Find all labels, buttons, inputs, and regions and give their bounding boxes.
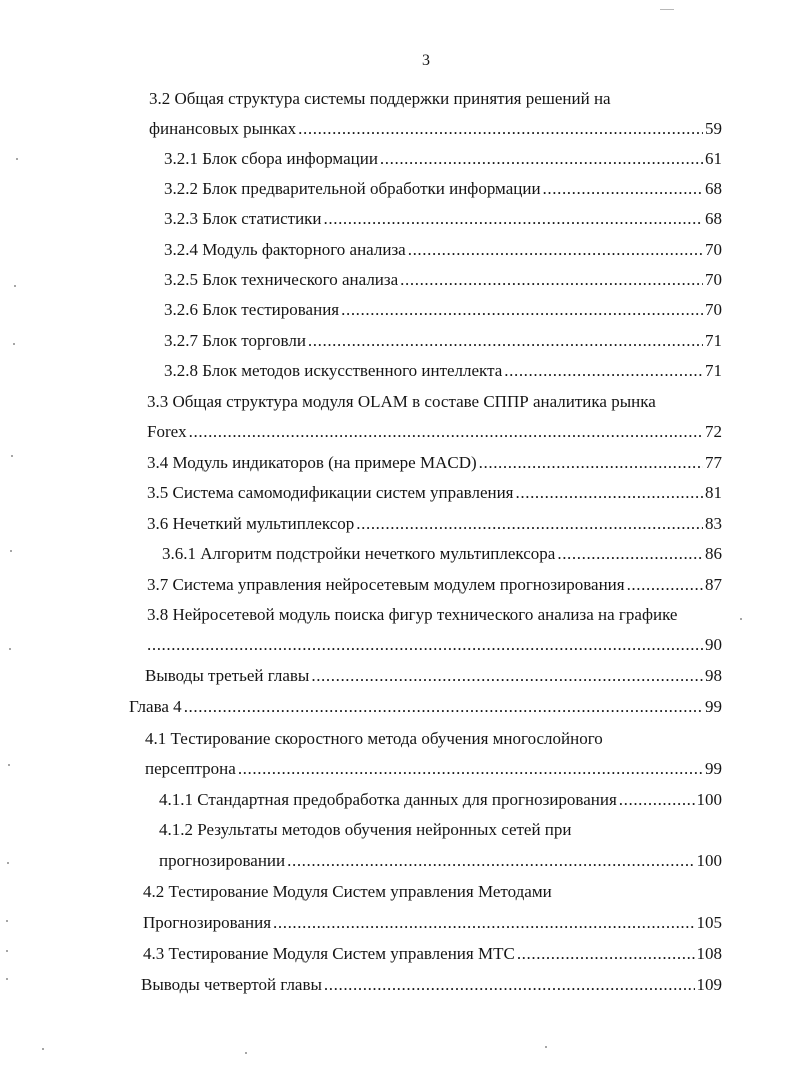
scan-speck (545, 1046, 547, 1048)
toc-leader-dots (324, 208, 703, 230)
toc-leader-dots (504, 360, 703, 382)
toc-leader-dots (273, 912, 694, 934)
scan-speck (13, 343, 15, 345)
toc-entry-title: Глава 4 (129, 697, 182, 716)
toc-entry[interactable] (147, 634, 722, 656)
toc-entry-title: 4.1.1 Стандартная предобработка данных для прогнозирования (159, 790, 617, 809)
toc-entry[interactable] (164, 330, 722, 352)
toc-entry-continuation: персептрона (145, 759, 236, 778)
scan-speck (6, 978, 8, 980)
toc-entry[interactable] (147, 513, 722, 535)
scan-speck (6, 920, 8, 922)
toc-entry-title: 3.7 Система управления нейросетевым модулем прогнозирования (147, 575, 625, 594)
toc-entry-title: 3.2.8 Блок методов искусственного интеллекта (164, 361, 503, 380)
toc-entry[interactable] (164, 178, 722, 200)
toc-entry[interactable] (145, 665, 722, 687)
toc-entry[interactable] (164, 299, 722, 321)
toc-entry-title: 3.5 Система самомодификации систем управления (147, 483, 514, 502)
page-number: 3 (422, 52, 430, 69)
toc-page-number: 71 (705, 331, 722, 350)
toc-entry-title: 3.2 Общая структура системы поддержки принятия решений на (149, 89, 611, 108)
toc-leader-dots (147, 634, 703, 656)
toc-leader-dots (324, 974, 695, 996)
toc-entry[interactable] (143, 943, 722, 965)
toc-page-number: 86 (705, 544, 722, 563)
toc-leader-dots (543, 178, 703, 200)
scan-speck (42, 1048, 44, 1050)
scan-speck (245, 1052, 247, 1054)
toc-leader-dots (479, 452, 703, 474)
toc-page-number: 105 (696, 913, 722, 932)
toc-entry[interactable] (164, 239, 722, 261)
toc-leader-dots (356, 513, 703, 535)
toc-entry-continuation: прогнозировании (159, 851, 286, 870)
toc-page-number: 77 (705, 453, 722, 472)
toc-page-number: 108 (696, 944, 722, 963)
toc-entry-title: 3.6.1 Алгоритм подстройки нечеткого мультиплексора (162, 544, 556, 563)
toc-entry-continuation: Прогнозирования (143, 913, 272, 932)
toc-entry[interactable] (164, 208, 722, 230)
toc-entry-title: 3.6 Нечеткий мультиплексор (147, 514, 355, 533)
toc-entry-title: 4.1.2 Результаты методов обучения нейронных сетей при (159, 820, 572, 839)
toc-entry-title: 4.1 Тестирование скоростного метода обучения многослойного (145, 729, 603, 748)
toc-entry[interactable] (149, 118, 722, 140)
toc-leader-dots (380, 148, 703, 170)
scan-speck (16, 158, 18, 160)
toc-entry-title: 3.3 Общая структура модуля OLAM в составе СППР аналитика рынка (147, 392, 656, 411)
scan-speck (10, 550, 12, 552)
toc-entry-title: 3.2.7 Блок торговли (164, 331, 306, 350)
toc-entry[interactable] (164, 148, 722, 170)
toc-leader-dots (308, 330, 703, 352)
toc-page-number: 70 (705, 240, 722, 259)
toc-page-number: 109 (696, 975, 722, 994)
toc-entry-continuation: Forex (147, 422, 187, 441)
toc-entry[interactable] (143, 912, 722, 934)
toc-entry-title: 3.2.4 Модуль факторного анализа (164, 240, 406, 259)
scan-speck (740, 618, 742, 620)
toc-entry[interactable] (159, 789, 722, 811)
toc-leader-dots (287, 850, 694, 872)
toc-entry[interactable] (141, 974, 722, 996)
toc-entry-title: 4.2 Тестирование Модуля Систем управления Методами (143, 882, 552, 901)
scan-artifact (660, 9, 674, 10)
scan-speck (7, 862, 9, 864)
toc-page-number: 61 (705, 149, 722, 168)
toc-leader-dots (619, 789, 695, 811)
toc-leader-dots (627, 574, 703, 596)
toc-entry-title: 3.2.1 Блок сбора информации (164, 149, 378, 168)
toc-page-number: 100 (696, 851, 722, 870)
toc-entry[interactable] (129, 696, 722, 718)
toc-page-number: 71 (705, 361, 722, 380)
toc-entry[interactable] (147, 452, 722, 474)
toc-entry-title: 3.2.2 Блок предварительной обработки информации (164, 179, 541, 198)
toc-leader-dots (184, 696, 703, 718)
toc-entry-title: 3.4 Модуль индикаторов (на примере MACD) (147, 453, 477, 472)
toc-page-number: 100 (696, 790, 722, 809)
toc-leader-dots (341, 299, 703, 321)
scan-speck (8, 764, 10, 766)
scan-speck (6, 950, 8, 952)
toc-page-number: 59 (705, 119, 722, 138)
toc-entry-title: 4.3 Тестирование Модуля Систем управления МТС (143, 944, 515, 963)
toc-entry[interactable] (147, 482, 722, 504)
toc-page-number: 90 (705, 635, 722, 654)
toc-leader-dots (311, 665, 703, 687)
toc-entry[interactable] (159, 850, 722, 872)
toc-entry-continuation: финансовых рынках (149, 119, 297, 138)
toc-entry[interactable] (162, 543, 722, 565)
toc-page-number: 81 (705, 483, 722, 502)
toc-entry-title: 3.2.5 Блок технического анализа (164, 270, 399, 289)
toc-leader-dots (400, 269, 703, 291)
toc-page-number: 87 (705, 575, 722, 594)
toc-page-number: 72 (705, 422, 722, 441)
scan-speck (11, 455, 13, 457)
toc-page-number: 70 (705, 270, 722, 289)
toc-entry-title: Выводы третьей главы (145, 666, 310, 685)
toc-page-number: 99 (705, 697, 722, 716)
toc-entry[interactable] (164, 360, 722, 382)
toc-page-number: 70 (705, 300, 722, 319)
toc-leader-dots (516, 482, 703, 504)
toc-page-number: 68 (705, 209, 722, 228)
toc-entry[interactable] (147, 574, 722, 596)
scan-speck (14, 285, 16, 287)
toc-page-number: 98 (705, 666, 722, 685)
toc-entry-title: Выводы четвертой главы (141, 975, 322, 994)
toc-page-number: 68 (705, 179, 722, 198)
toc-page-number: 99 (705, 759, 722, 778)
toc-leader-dots (517, 943, 695, 965)
toc-entry-title: 3.8 Нейросетевой модуль поиска фигур технического анализа на графике (147, 605, 678, 624)
toc-page-number: 83 (705, 514, 722, 533)
toc-entry[interactable] (147, 421, 722, 443)
toc-leader-dots (238, 758, 703, 780)
toc-leader-dots (408, 239, 703, 261)
toc-entry[interactable] (145, 758, 722, 780)
toc-leader-dots (557, 543, 703, 565)
toc-leader-dots (189, 421, 703, 443)
toc-entry-title: 3.2.6 Блок тестирования (164, 300, 340, 319)
toc-entry[interactable] (164, 269, 722, 291)
scan-speck (9, 648, 11, 650)
toc-leader-dots (298, 118, 703, 140)
toc-entry-title: 3.2.3 Блок статистики (164, 209, 322, 228)
